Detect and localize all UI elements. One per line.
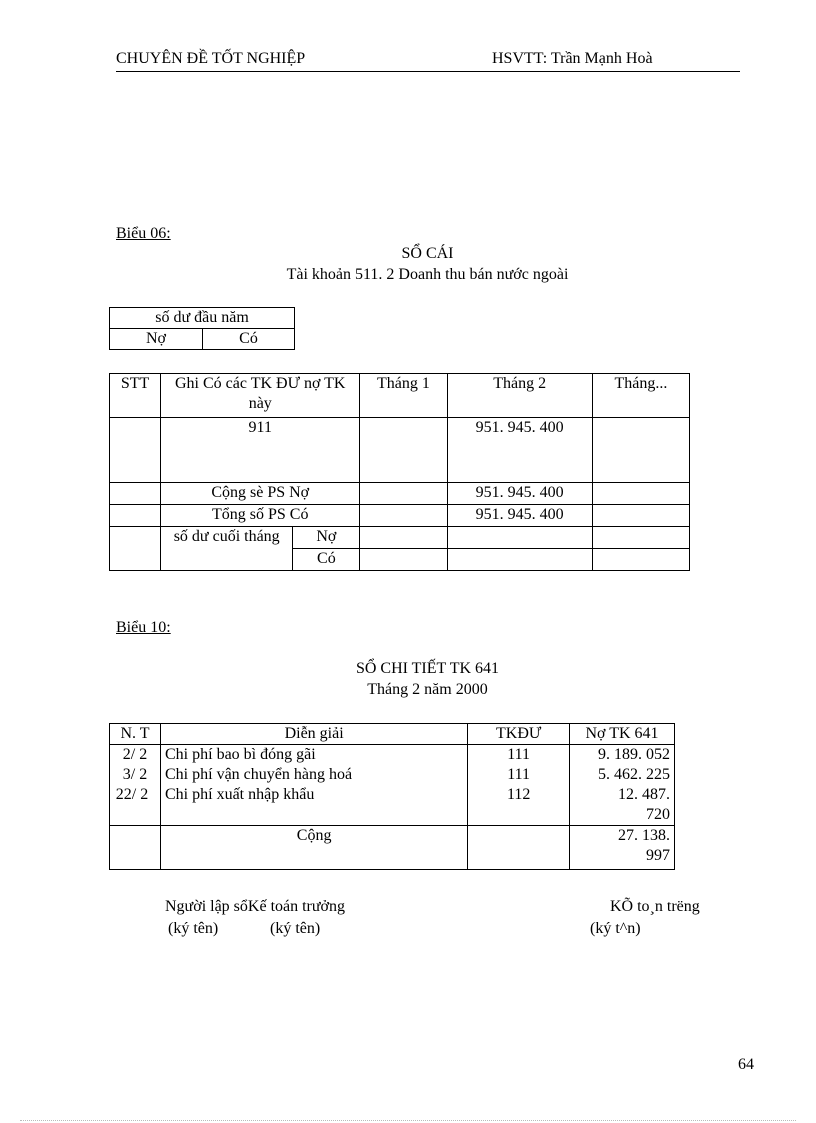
col-tkdu: TKĐƯ [468,724,570,745]
signature-sign-note: (ký tên) [168,920,219,937]
opening-balance-table [109,307,295,350]
ledger-table [109,373,690,571]
ledger-title: SỔ CÁI [401,245,454,262]
signature-preparer-accountant: Người lập sổKế toán trưởng [165,898,346,915]
row-tkdu: 112 [506,786,531,803]
row-amount: 12. 487. 720 [618,786,670,823]
col-nt: N. T [110,724,161,745]
signature-chief-accountant: KÕ to¸n trëng [610,898,700,915]
row-date: 2/ 2 [122,746,148,763]
table-row [110,418,690,483]
col-stt: STT [110,374,161,418]
tong-co-thang2: 951. 945. 400 [447,505,592,527]
header-left: CHUYÊN ĐỀ TỐT NGHIỆP [116,50,306,67]
row-account: 911 [161,418,360,483]
cong-no-thang2: 951. 945. 400 [447,483,592,505]
signature-sign-note: (ký t^n) [590,920,641,937]
total-amount: 27. 138. 997 [618,827,670,864]
row-date: 3/ 2 [122,766,148,783]
col-dien-giai: Diễn giải [161,724,468,745]
col-ghi-co: Ghi Có các TK ĐƯ nợ TK này [161,374,360,418]
col-thang1: Tháng 1 [360,374,447,418]
detail-table [109,723,675,870]
opening-header: số dư đầu năm [110,308,295,329]
closing-co: Có [293,549,360,571]
table-row [110,505,690,527]
page-bottom-rule [20,1120,796,1121]
col-thang-more: Tháng... [592,374,689,418]
col-no-tk641: Nợ TK 641 [570,724,675,745]
header-rule [116,71,740,72]
page-number: 64 [738,1056,754,1073]
row-desc: Chi phí vận chuyển hàng hoá [165,766,353,783]
bieu10-label: Biểu 10: [116,619,171,636]
tong-co-label: Tổng số PS Có [161,505,360,527]
cong-no-label: Cộng sè PS Nợ [161,483,360,505]
row-amount: 9. 189. 052 [598,746,670,763]
opening-co: Có [203,329,295,350]
table-row [110,527,690,549]
closing-no: Nợ [293,527,360,549]
signature-sign-note: (ký tên) [270,920,321,937]
row-desc: Chi phí xuất nhập khẩu [165,786,315,803]
col-thang2: Tháng 2 [447,374,592,418]
bieu06-label: Biểu 06: [116,225,171,242]
row-tkdu: 111 [507,766,531,783]
detail-subtitle: Tháng 2 năm 2000 [367,681,488,698]
row-thang2: 951. 945. 400 [447,418,592,483]
opening-no: Nợ [110,329,203,350]
closing-label: số dư cuối tháng [161,527,293,571]
ledger-subtitle: Tài khoản 511. 2 Doanh thu bán nước ngoài [286,266,569,283]
row-amount: 5. 462. 225 [598,766,670,783]
total-label: Cộng [161,826,468,870]
table-row [110,483,690,505]
header-right: HSVTT: Trần Mạnh Hoà [492,50,653,67]
row-date: 22/ 2 [115,786,149,803]
row-desc: Chi phí bao bì đóng gãi [165,746,316,763]
detail-title: SỔ CHI TIẾT TK 641 [355,660,500,677]
row-tkdu: 111 [507,746,531,763]
